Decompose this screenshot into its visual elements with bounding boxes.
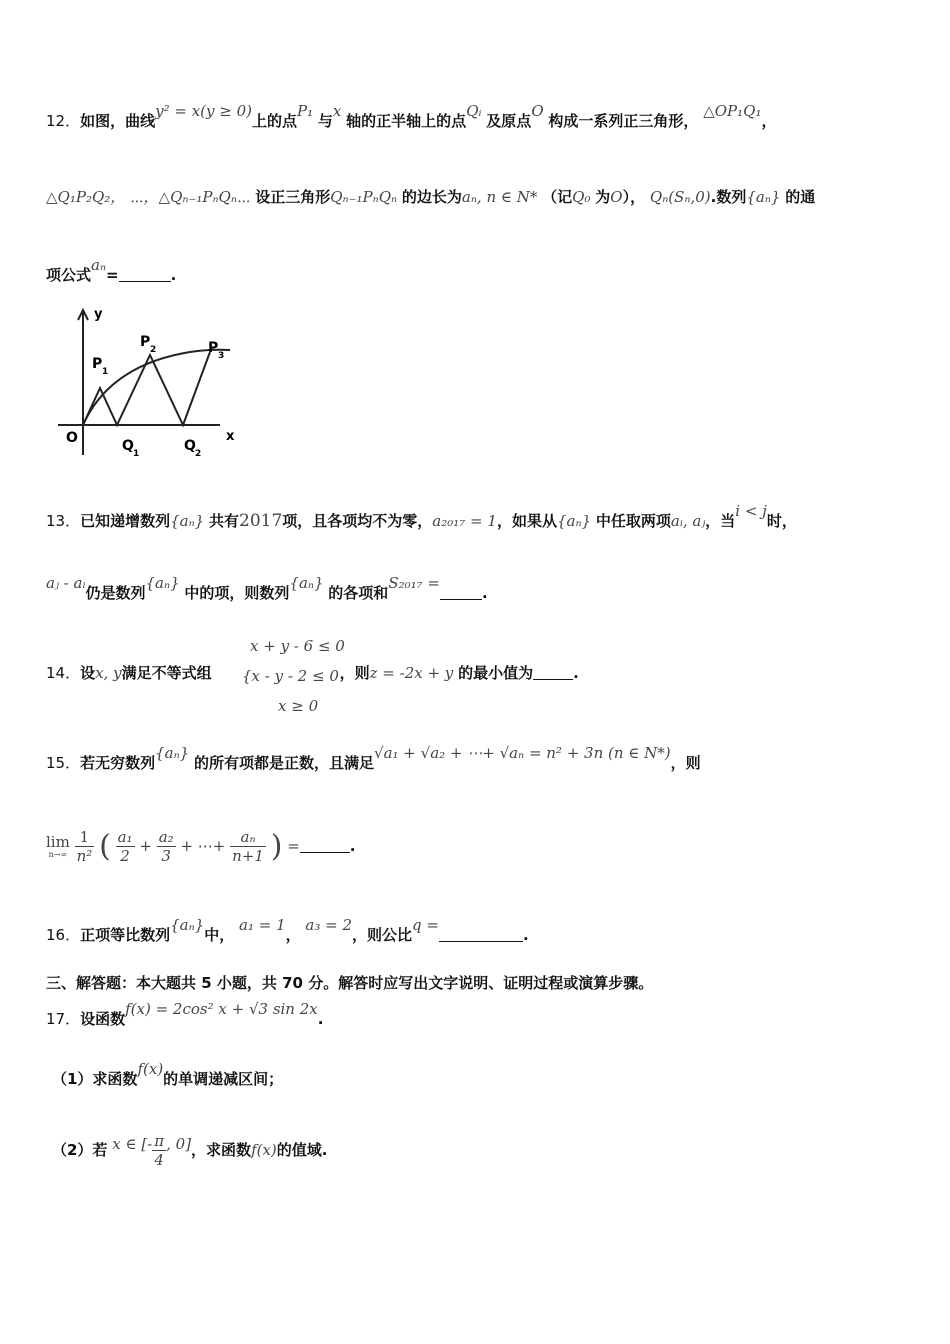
q13-text: 的各项和 (328, 584, 389, 602)
q12-text: ， (761, 112, 777, 130)
q17-part1 (52, 1060, 284, 1089)
triangle-n: Qₙ₋₁PₙQₙ (330, 188, 398, 206)
numerator: π (154, 1132, 165, 1150)
point-qn: Qₙ(Sₙ,0) (649, 188, 711, 206)
q12-line2 (46, 186, 815, 207)
q15-text: 的所有项都是正数，且满足 (194, 754, 375, 772)
side-length: aₙ, n ∈ N* (461, 188, 538, 206)
numerator: 1 (75, 828, 95, 847)
q14-text: . (573, 664, 579, 682)
answer-blank[interactable] (533, 665, 573, 680)
sequence-an: {aₙ} (145, 574, 180, 592)
q17-line (46, 1000, 324, 1029)
q16-text: ， (285, 926, 301, 944)
q14-text: ，则 (339, 664, 370, 682)
triangle-curve-graph (50, 300, 260, 465)
q12-text: 及原点 (486, 112, 532, 130)
constraint-3: x ≥ 0 (278, 697, 319, 715)
p2-label: P (140, 334, 151, 350)
question-number: 15． (46, 754, 81, 772)
q15-line1 (46, 744, 701, 773)
sequence-an: {aₙ} (289, 574, 324, 592)
origin-label: O (66, 430, 78, 446)
q2-subscript: 2 (195, 449, 202, 459)
lim-text: lim (46, 832, 70, 851)
answer-blank[interactable] (440, 585, 482, 600)
question-number: 16． (46, 926, 81, 944)
answer-blank[interactable] (300, 838, 350, 853)
q12-text: 项公式 (46, 266, 92, 284)
q2-label: Q (184, 438, 196, 454)
numerator: aₙ (230, 828, 266, 847)
q17-part2-text: （2）若 (52, 1141, 108, 1159)
variables-xy: x, y (95, 664, 122, 682)
parabola-curve (83, 350, 230, 425)
fraction-an (230, 828, 266, 865)
answer-blank[interactable] (439, 927, 523, 942)
q14-text: 设 (80, 664, 96, 682)
q13-text: ，当 (705, 512, 736, 530)
q12-text: 的通 (785, 188, 816, 206)
q17-part1-text: 的单调递减区间； (163, 1070, 284, 1088)
triangle-1: △OP₁Q₁ (703, 102, 762, 120)
fraction-a1 (116, 828, 135, 865)
q12-text: 轴的正半轴上的点 (346, 112, 467, 130)
q13-text: 项，且各项均不为零， (282, 512, 433, 530)
a3-equation: a₃ = 2 (305, 916, 353, 934)
curve-equation: y² = x(y ≥ 0) (155, 102, 252, 120)
q13-text: 已知递增数列 (80, 512, 171, 530)
fraction-a2 (157, 828, 176, 865)
q16-text: ，则公比 (352, 926, 413, 944)
point-qi: Qᵢ (466, 102, 482, 120)
objective-z: z = -2x + y (369, 664, 454, 682)
function-fx: f(x) (251, 1141, 277, 1159)
sequence-an: {aₙ} (746, 188, 781, 206)
y-label: y (94, 307, 103, 322)
denominator: 4 (154, 1151, 164, 1169)
denominator: n+1 (232, 847, 264, 865)
q13-text: . (481, 584, 488, 602)
domain-end: , 0] (166, 1135, 192, 1153)
question-number: 13． (46, 512, 81, 530)
function-fx: f(x) (137, 1060, 164, 1078)
q12-text: 构成一系列正三角形， (548, 112, 699, 130)
triangle-2: △Q₁P₂Q₂ (46, 188, 111, 206)
sequence-an: {aₙ} (556, 512, 592, 530)
numerator: a₂ (158, 828, 174, 846)
point-q0: Q₀ (572, 188, 591, 206)
origin-o: O (610, 188, 623, 206)
left-paren: ( (99, 829, 111, 864)
p3-subscript: 3 (218, 351, 225, 361)
denominator: 3 (161, 847, 171, 865)
q12-line3 (46, 256, 177, 285)
answer-blank[interactable] (119, 267, 171, 282)
triangle-sequence: ， ⋯，△Qₙ₋₁PₙQₙ⋯ (110, 188, 251, 206)
q17-part2-text: ，求函数 (191, 1141, 252, 1159)
q15-text: ，则 (670, 754, 701, 772)
q12-text: ）， (622, 188, 646, 206)
constraint-1: x + y - 6 ≤ 0 (250, 637, 345, 655)
domain-start: x ∈ [- (112, 1135, 153, 1153)
p2-subscript: 2 (150, 345, 157, 355)
q16-text: 中， (204, 926, 235, 944)
limit-operator (46, 834, 70, 860)
q15-text: 若无穷数列 (80, 754, 156, 772)
question-number: 12． (46, 112, 81, 130)
q13-text: 仍是数列 (85, 584, 146, 602)
constraint-2: {x - y - 2 ≤ 0 (242, 667, 339, 685)
q16-text: . (523, 926, 529, 944)
q15-text: . (349, 837, 356, 855)
ellipsis: + ⋯+ (180, 837, 226, 855)
q12-text: 的边长为 (401, 188, 462, 206)
q12-line1 (46, 102, 777, 131)
q17-part1-text: （1）求函数 (52, 1070, 138, 1088)
q12-text: 如图，曲线 (80, 112, 156, 130)
q17-text: . (317, 1010, 324, 1028)
question-number: 14． (46, 664, 81, 682)
fraction-pi-over-4 (152, 1132, 166, 1169)
q12-text: . (170, 266, 177, 284)
count-2017: 2017 (239, 511, 283, 531)
sequence-an: {aₙ} (170, 512, 205, 530)
sum-s2017: S₂₀₁₇ = (388, 574, 440, 592)
q13-text: 时， (766, 512, 797, 530)
origin-o: O (531, 102, 544, 120)
q12-text: .数列 (710, 188, 747, 206)
denominator: n² (76, 847, 93, 865)
q17-part2 (52, 1132, 327, 1169)
x-label: x (226, 429, 235, 444)
sequence-an: {aₙ} (155, 744, 190, 762)
q13-text: 共有 (209, 512, 240, 530)
lim-subscript: n→∞ (48, 849, 68, 859)
denominator: 2 (120, 847, 130, 865)
q1-label: Q (122, 438, 134, 454)
q14-line (46, 662, 579, 683)
q17-text: 设函数 (80, 1010, 126, 1028)
q13-text: ，如果从 (496, 512, 557, 530)
p3-label: P (208, 340, 219, 356)
ratio-q: q = (412, 916, 439, 934)
question-number: 17． (46, 1010, 81, 1028)
q12-text: 设正三角形 (255, 188, 331, 206)
difference-term: aⱼ - aᵢ (46, 574, 86, 592)
an-symbol: aₙ (91, 256, 107, 274)
a1-equation: a₁ = 1 (239, 916, 286, 934)
plus-sign: + (139, 837, 152, 855)
q13-text: 中任取两项 (595, 512, 671, 530)
sum-condition: √a₁ + √a₂ + ⋯+ √aₙ = n² + 3n (n ∈ N*) (374, 744, 671, 762)
q17-part2-text: 的值域. (276, 1141, 328, 1159)
point-p1: P₁ (297, 102, 314, 120)
terms-ai-aj: aᵢ, aⱼ (670, 512, 706, 530)
fraction-one-over-n2 (75, 828, 95, 865)
q12-text: 为 (595, 188, 611, 206)
section-heading: 三、解答题：本大题共 5 小题，共 70 分。解答时应写出文字说明、证明过程或演算步骤。 (46, 974, 654, 992)
a2017-equation: a₂₀₁₇ = 1 (432, 512, 497, 530)
p1-subscript: 1 (102, 367, 109, 377)
numerator: a₁ (117, 828, 133, 846)
right-paren: ) (270, 829, 283, 864)
q12-text: 与 (317, 112, 333, 130)
q14-text: 满足不等式组 (121, 664, 212, 682)
x-symbol: x (332, 102, 342, 120)
q13-line1 (46, 502, 797, 531)
q16-text: 正项等比数列 (80, 926, 171, 944)
q12-text: 上的点 (252, 112, 298, 130)
sequence-an: {aₙ} (170, 916, 205, 934)
q1-subscript: 1 (133, 449, 140, 459)
q16-line (46, 916, 529, 945)
i-less-j: i < j (735, 502, 767, 520)
q12-text: （记 (542, 188, 573, 206)
function-definition: f(x) = 2cos² x + √3 sin 2x (125, 1000, 318, 1018)
p1-label: P (92, 356, 103, 372)
equals-sign: = (287, 837, 300, 855)
q14-text: 的最小值为 (458, 664, 534, 682)
q13-text: 中的项，则数列 (184, 584, 290, 602)
q13-line2 (46, 574, 488, 603)
q15-limit (46, 828, 355, 865)
q12-text: = (106, 266, 119, 284)
